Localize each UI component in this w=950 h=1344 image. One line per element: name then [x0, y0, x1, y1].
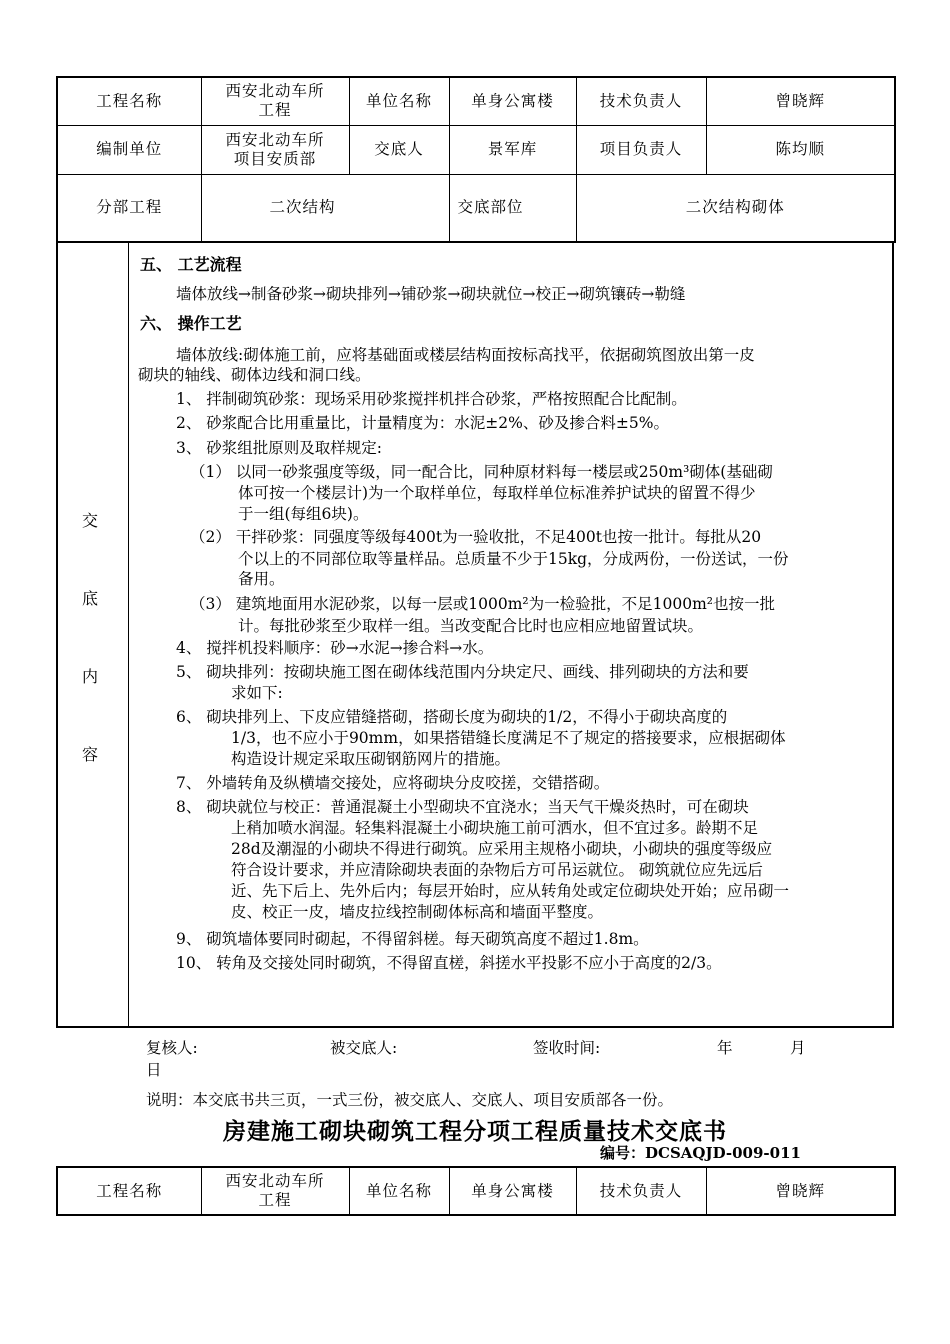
side-label-char: 交 — [81, 511, 98, 530]
content-divider — [128, 243, 129, 1026]
content-line: （2） 干拌砂浆：同强度等级每400t为一验收批，不足400t也按一批计。每批从20 — [190, 528, 762, 546]
content-line: （1） 以同一砂浆强度等级，同一配合比，同种原材料每一楼层或250m³砌体(基础砌 — [190, 463, 773, 481]
content-line: 4、 搅拌机投料顺序：砂→水泥→掺合料→水。 — [176, 639, 494, 657]
reviewer-label: 复核人: — [146, 1039, 198, 1057]
document-title: 房建施工砌块砌筑工程分项工程质量技术交底书 — [223, 1118, 727, 1145]
content-line: 1、 拌制砌筑砂浆：现场采用砂浆搅拌机拌合砂浆，严格按照配合比配制。 — [176, 390, 687, 408]
content-line: 符合设计要求，并应清除砌块表面的杂物后方可吊运就位。 砌筑就位应先远后 — [231, 861, 763, 879]
content-line: 9、 砌筑墙体要同时砌起，不得留斜槎。每天砌筑高度不超过1.8m。 — [176, 930, 649, 948]
tech-lead-value: 曾晓辉 — [706, 1167, 895, 1215]
year-label: 年 — [717, 1039, 733, 1057]
content-line: 上稍加喷水润湿。轻集料混凝土小砌块施工前可洒水，但不宜过多。龄期不足 — [231, 819, 759, 837]
discloser-label: 交底人 — [349, 125, 449, 174]
content-line: 28d及潮湿的小砌块不得进行砌筑。应采用主规格小砌块，小砌块的强度等级应 — [231, 840, 773, 858]
content-line: 个以上的不同部位取等量样品。总质量不少于15kg，分成两份，一份送试，一份 — [238, 550, 789, 568]
subproject-label: 分部工程 — [57, 174, 201, 242]
section-heading: 六、 操作工艺 — [140, 314, 242, 333]
sign-time-label: 签收时间: — [533, 1039, 601, 1057]
unit-name-value: 单身公寓楼 — [449, 77, 576, 125]
header-table — [56, 76, 896, 243]
unit-name-label: 单位名称 — [349, 1167, 449, 1215]
content-line: 7、 外墙转角及纵横墙交接处，应将砌块分皮咬搓，交错搭砌。 — [176, 774, 610, 792]
content-line: 墙体放线:砌体施工前，应将基础面或楼层结构面按标高找平，依据砌筑图放出第一皮 — [176, 346, 755, 364]
content-line: 3、 砂浆组批原则及取样规定: — [176, 439, 383, 457]
location-label: 交底部位 — [449, 174, 576, 242]
compiler-label: 编制单位 — [57, 125, 201, 174]
project-lead-label: 项目负责人 — [576, 125, 706, 174]
side-label-char: 容 — [81, 745, 98, 764]
project-name-value: 西安北动车所 工程 — [201, 77, 349, 125]
unit-name-value: 单身公寓楼 — [449, 1167, 576, 1215]
content-line: 8、 砌块就位与校正：普通混凝土小型砌块不宜浇水；当天气干燥炎热时，可在砌块 — [176, 798, 749, 816]
side-label-char: 底 — [81, 589, 98, 608]
day-label: 日 — [146, 1061, 162, 1079]
side-label-char: 内 — [81, 667, 98, 686]
project-name-label: 工程名称 — [57, 1167, 201, 1215]
content-line: 计。每批砂浆至少取样一组。当改变配合比时也应相应地留置试块。 — [238, 617, 704, 635]
content-line: 体可按一个楼层计)为一个取样单位，每取样单位标准养护试块的留置不得少 — [238, 484, 756, 502]
content-line: 于一组(每组6块)。 — [238, 505, 369, 523]
content-line: 10、 转角及交接处同时砌筑，不得留直槎，斜搓水平投影不应小于高度的2/3。 — [176, 954, 722, 972]
section-heading: 五、 工艺流程 — [140, 255, 242, 274]
content-line: 近、先下后上、先外后内；每层开始时，应从转角处或定位砌块处开始；应吊砌一 — [231, 882, 790, 900]
content-line: 墙体放线→制备砂浆→砌块排列→铺砂浆→砌块就位→校正→砌筑镶砖→勒缝 — [176, 285, 686, 303]
subproject-value: 二次结构 — [201, 174, 449, 242]
content-line: 5、 砌块排列：按砌块施工图在砌体线范围内分块定尺、画线、排列砌块的方法和要 — [176, 663, 749, 681]
recipient-label: 被交底人: — [330, 1039, 398, 1057]
content-line: 2、 砂浆配合比用重量比，计量精度为：水泥±2%、砂及掺合料±5%。 — [176, 414, 669, 432]
project-lead-value: 陈均顺 — [706, 125, 895, 174]
content-line: 求如下: — [231, 684, 283, 702]
tech-lead-label: 技术负责人 — [576, 1167, 706, 1215]
content-line: （3） 建筑地面用水泥砂浆，以每一层或1000m²为一检验批，不足1000m²也按一批 — [190, 595, 776, 613]
compiler-value: 西安北动车所 项目安质部 — [201, 125, 349, 174]
content-line: 砌块的轴线、砌体边线和洞口线。 — [138, 366, 371, 384]
project-name-value: 西安北动车所 工程 — [201, 1167, 349, 1215]
footer-note: 说明：本交底书共三页，一式三份，被交底人、交底人、项目安质部各一份。 — [146, 1091, 674, 1109]
content-line: 6、 砌块排列上、下皮应错缝搭砌，搭砌长度为砌块的1/2，不得小于砌块高度的 — [176, 708, 728, 726]
tech-lead-label: 技术负责人 — [576, 77, 706, 125]
header-table-next — [56, 1166, 896, 1216]
content-line: 备用。 — [238, 570, 285, 588]
month-label: 月 — [790, 1039, 806, 1057]
project-name-label: 工程名称 — [57, 77, 201, 125]
content-section — [56, 243, 894, 1028]
discloser-value: 景军库 — [449, 125, 576, 174]
content-line: 皮、校正一皮，墙皮拉线控制砌体标高和墙面平整度。 — [231, 903, 604, 921]
content-line: 构造设计规定采取压砌钢筋网片的措施。 — [231, 750, 511, 768]
tech-lead-value: 曾晓辉 — [706, 77, 895, 125]
document-number: 编号：DCSAQJD-009-011 — [600, 1144, 801, 1162]
unit-name-label: 单位名称 — [349, 77, 449, 125]
location-value: 二次结构砌体 — [576, 174, 895, 242]
content-line: 1/3，也不应小于90mm，如果搭错缝长度满足不了规定的搭接要求，应根据砌体 — [231, 729, 786, 747]
